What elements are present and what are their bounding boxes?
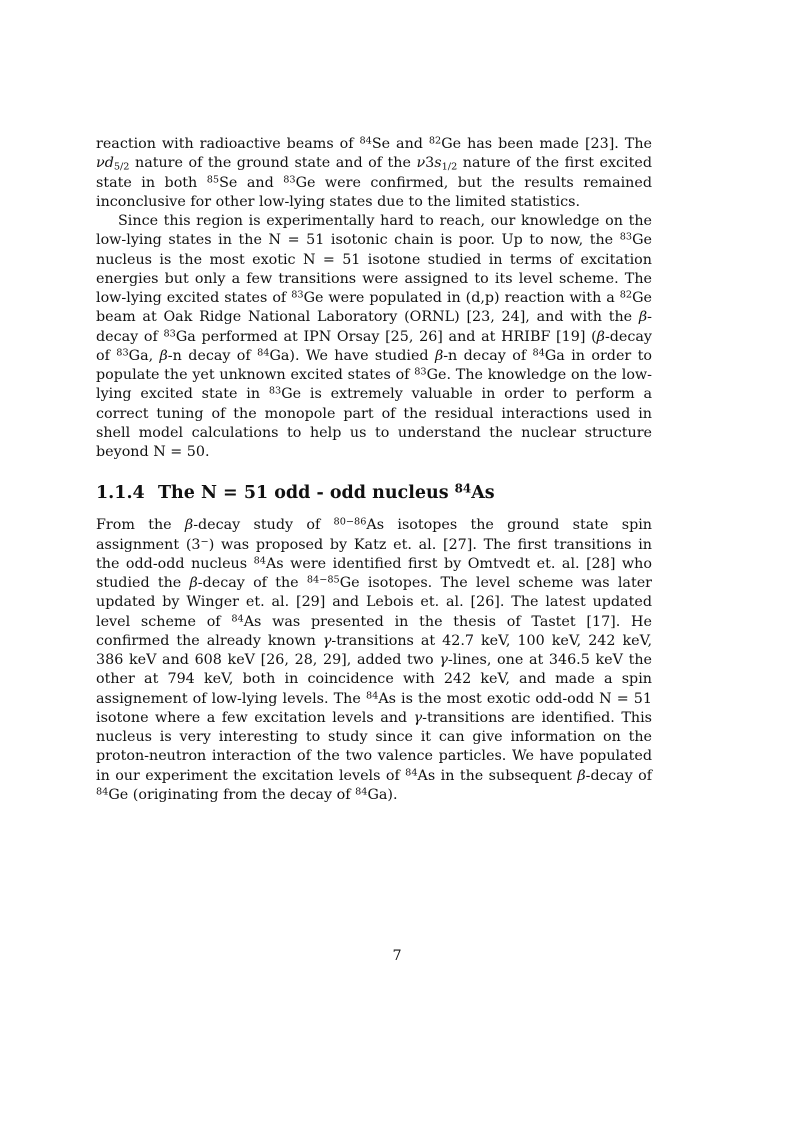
section-title: The N = 51 odd - odd nucleus $^{84}$As <box>158 481 495 504</box>
page-body <box>96 135 652 805</box>
page-number: 7 <box>392 948 402 964</box>
section-heading <box>96 482 652 504</box>
paragraph-1: reaction with radioactive beams of $^{84}$Se and $^{82}$Ge has been made [23]. The $\nu d_{5/2}$ nature of the ground state and of the $\nu 3s_{1/2}$ nature of the first excited state in both $^{85}$Se and $^{83}$Ge were confirmed, but the results remained inconclusive for other low-lying states due to the limited statistics. <box>96 135 652 210</box>
paragraph-3: From the β-decay study of $^{80-86}$As isotopes the ground state spin assignment (3−) was proposed by Katz et. al. [27]. The first transitions in the odd-odd nucleus $^{84}$As were identified first by Omtvedt et. al. [28] who studied the β-decay of the $^{84-85}$Ge isotopes. The level scheme was later updated by Winger et. al. [29] and Lebois et. al. [26]. The latest updated level scheme of $^{84}$As was presented in the thesis of Tastet [17]. He confirmed the already known γ-transitions at 42.7 keV, 100 keV, 242 keV, 386 keV and 608 keV [26, 28, 29], added two γ-lines, one at 346.5 keV the other at 794 keV, both in coincidence with 242 keV, and made a spin assignement of low-lying levels. The $^{84}$As is the most exotic odd-odd N = 51 isotone where a few excitation levels and γ-transitions are identified. This nucleus is very interesting to study since it can give information on the proton-neutron interaction of the two valence particles. We have populated in our experiment the excitation levels of $^{84}$As in the subsequent β-decay of $^{84}$Ge (originating from the decay of $^{84}$Ga). <box>96 516 653 803</box>
section-number: 1.1.4 <box>96 483 145 504</box>
paragraph-2: Since this region is experimentally hard to reach, our knowledge on the low-lying states in the N = 51 isotonic chain is poor. Up to now, the $^{83}$Ge nucleus is the most exotic N = 51 isotone studied in terms of excitation energies but only a few transitions were assigned to its level scheme. The low-lying excited states of $^{83}$Ge were populated in (d,p) reaction with a $^{82}$Ge beam at Oak Ridge National Laboratory (ORNL) [23, 24], and with the β-decay of $^{83}$Ga performed at IPN Orsay [25, 26] and at HRIBF [19] (β-decay of $^{83}$Ga, β-n decay of $^{84}$Ga). We have studied β-n decay of $^{84}$Ga in order to populate the yet unknown excited states of $^{83}$Ge. The knowledge on the low-lying excited state in $^{83}$Ge is extremely valuable in order to perform a correct tuning of the monopole part of the residual interactions used in shell model calculations to help us to understand the nuclear structure beyond N = 50. <box>96 213 652 460</box>
